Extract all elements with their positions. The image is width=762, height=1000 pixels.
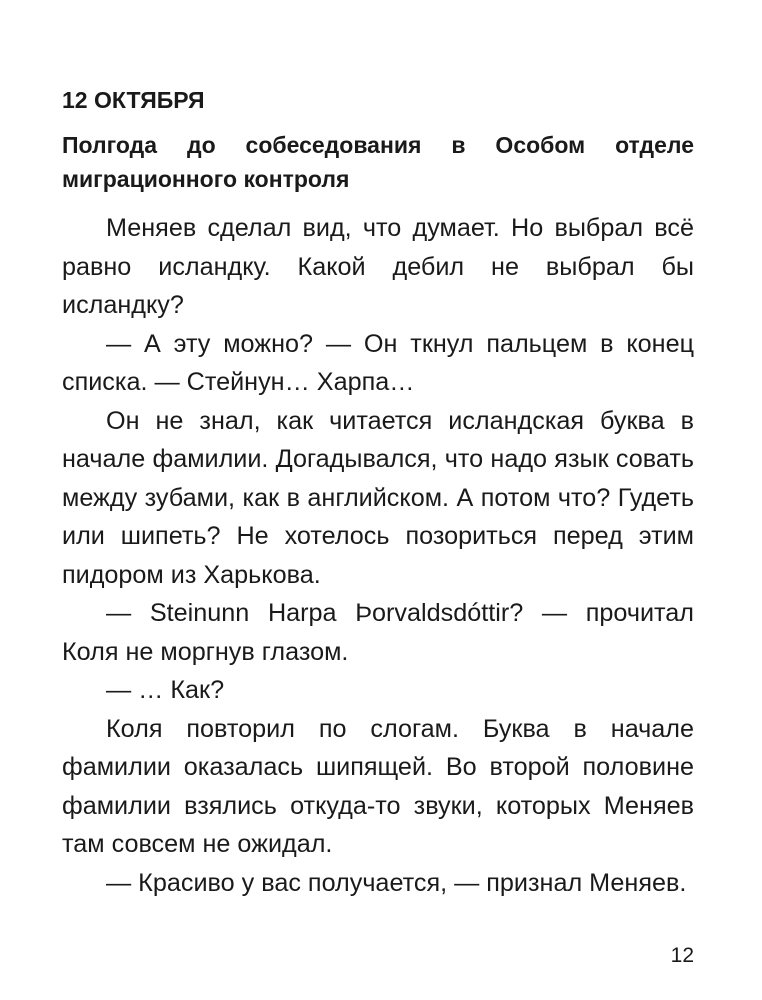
- page-number: 12: [670, 944, 694, 967]
- paragraph: — Steinunn Harpa Þorvaldsdóttir? — прочитал Коля не моргнув глазом.: [62, 599, 694, 666]
- chapter-title: Полгода до собеседования в Особом отделе миграционного контроля: [62, 132, 694, 192]
- date-heading: 12 ОКТЯБРЯ: [62, 87, 205, 113]
- paragraph: — … Как?: [106, 676, 225, 704]
- paragraph: Он не знал, как читается исландская буква в начале фамилии. Догадывался, что надо язык совать между зубами, как в английском. А потом что? Гудеть или шипеть? Не хотелось позориться перед этим пидором из Харькова.: [62, 406, 694, 589]
- paragraph: — Красиво у вас получается, — признал Меняев.: [106, 868, 687, 897]
- paragraph: Меняев сделал вид, что думает. Но выбрал всё равно исландку. Какой дебил не выбрал бы исландку?: [62, 214, 694, 319]
- body-text: [62, 209, 694, 902]
- paragraph: Коля повторил по слогам. Буква в начале фамилии оказалась шипящей. Во второй половине фамилии взялись откуда-то звуки, которых Меняев там совсем не ожидал.: [62, 714, 694, 858]
- book-page: [62, 82, 694, 902]
- paragraph: — А эту можно? — Он ткнул пальцем в конец списка. — Стейнун… Харпа…: [62, 329, 694, 396]
